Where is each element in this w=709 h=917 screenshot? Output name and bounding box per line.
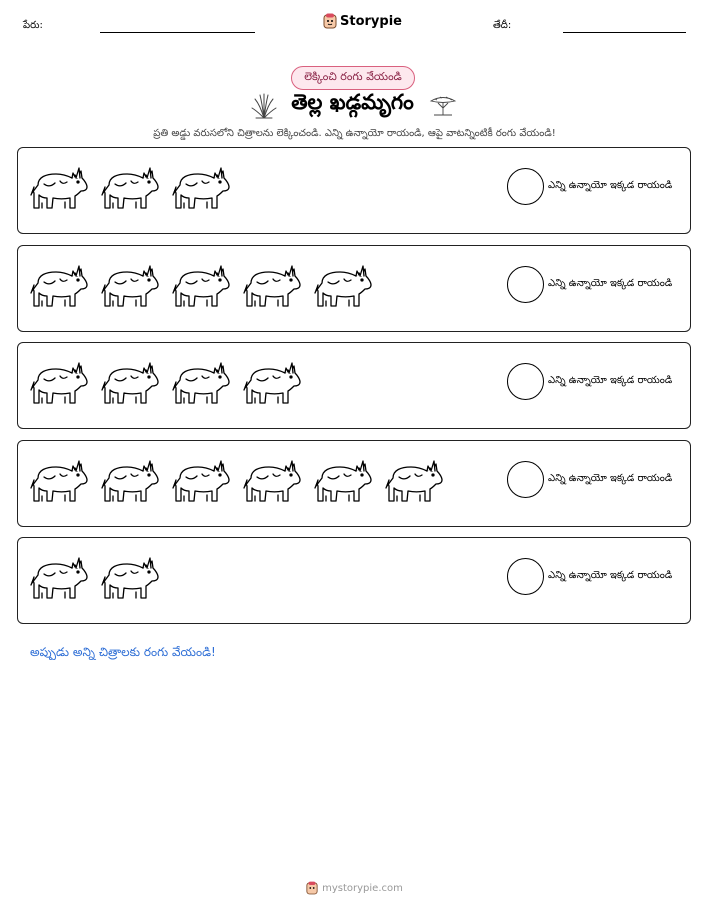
storypie-logo-icon [306, 881, 318, 895]
rhino-group [30, 165, 232, 213]
activity-badge: లెక్కించి రంగు వేయండి [291, 66, 415, 90]
site-url[interactable]: mystorypie.com [322, 882, 403, 894]
answer-circle[interactable] [507, 558, 544, 595]
rhino-picture[interactable] [101, 458, 161, 506]
footer-instruction: అప్పుడు అన్ని చిత్రాలకు రంగు వేయండి! [30, 645, 216, 659]
answer-circle[interactable] [507, 168, 544, 205]
rhino-picture[interactable] [30, 555, 90, 603]
count-row [17, 342, 691, 429]
rhino-picture[interactable] [172, 360, 232, 408]
rhino-picture[interactable] [101, 360, 161, 408]
storypie-logo-icon [323, 13, 337, 29]
rhino-picture[interactable] [385, 458, 445, 506]
rhino-picture[interactable] [172, 458, 232, 506]
rhino-picture[interactable] [30, 263, 90, 311]
rhino-picture[interactable] [172, 165, 232, 213]
answer-circle[interactable] [507, 363, 544, 400]
name-label: పేరు: [23, 20, 43, 31]
rhino-picture[interactable] [30, 360, 90, 408]
rhino-picture[interactable] [30, 458, 90, 506]
rhino-picture[interactable] [172, 263, 232, 311]
date-label: తేదీ: [493, 20, 512, 31]
rhino-picture[interactable] [101, 263, 161, 311]
rhino-group [30, 555, 161, 603]
rhino-group [30, 458, 445, 506]
rhino-picture[interactable] [101, 555, 161, 603]
brand-logo [323, 13, 402, 29]
answer-prompt: ఎన్ని ఉన్నాయో ఇక్కడ రాయండి [548, 180, 673, 191]
answer-circle[interactable] [507, 461, 544, 498]
answer-prompt: ఎన్ని ఉన్నాయో ఇక్కడ రాయండి [548, 375, 673, 386]
title-row [0, 90, 709, 120]
count-row [17, 245, 691, 332]
answer-prompt: ఎన్ని ఉన్నాయో ఇక్కడ రాయండి [548, 473, 673, 484]
answer-circle[interactable] [507, 266, 544, 303]
answer-prompt: ఎన్ని ఉన్నాయో ఇక్కడ రాయండి [548, 278, 673, 289]
rhino-picture[interactable] [30, 165, 90, 213]
rhino-picture[interactable] [314, 458, 374, 506]
brand-name: Storypie [340, 13, 402, 29]
name-line[interactable] [100, 32, 255, 33]
rhino-group [30, 360, 303, 408]
rhino-picture[interactable] [243, 263, 303, 311]
answer-prompt: ఎన్ని ఉన్నాయో ఇక్కడ రాయండి [548, 570, 673, 581]
rhino-group [30, 263, 374, 311]
count-row [17, 147, 691, 234]
page-title: తెల్ల ఖడ్గమృగం [291, 90, 414, 114]
grass-icon [251, 91, 277, 119]
count-row [17, 440, 691, 527]
rhino-picture[interactable] [101, 165, 161, 213]
rhino-picture[interactable] [314, 263, 374, 311]
rhino-picture[interactable] [243, 360, 303, 408]
count-row [17, 537, 691, 624]
site-footer [0, 881, 709, 895]
rhino-picture[interactable] [243, 458, 303, 506]
savanna-tree-icon [428, 94, 458, 116]
date-line[interactable] [563, 32, 686, 33]
instructions: ప్రతి అడ్డు వరుసలోని చిత్రాలను లెక్కించండి. ఎన్ని ఉన్నాయో రాయండి, ఆపై వాటన్నింటికీ రంగు వేయండి! [153, 128, 556, 139]
